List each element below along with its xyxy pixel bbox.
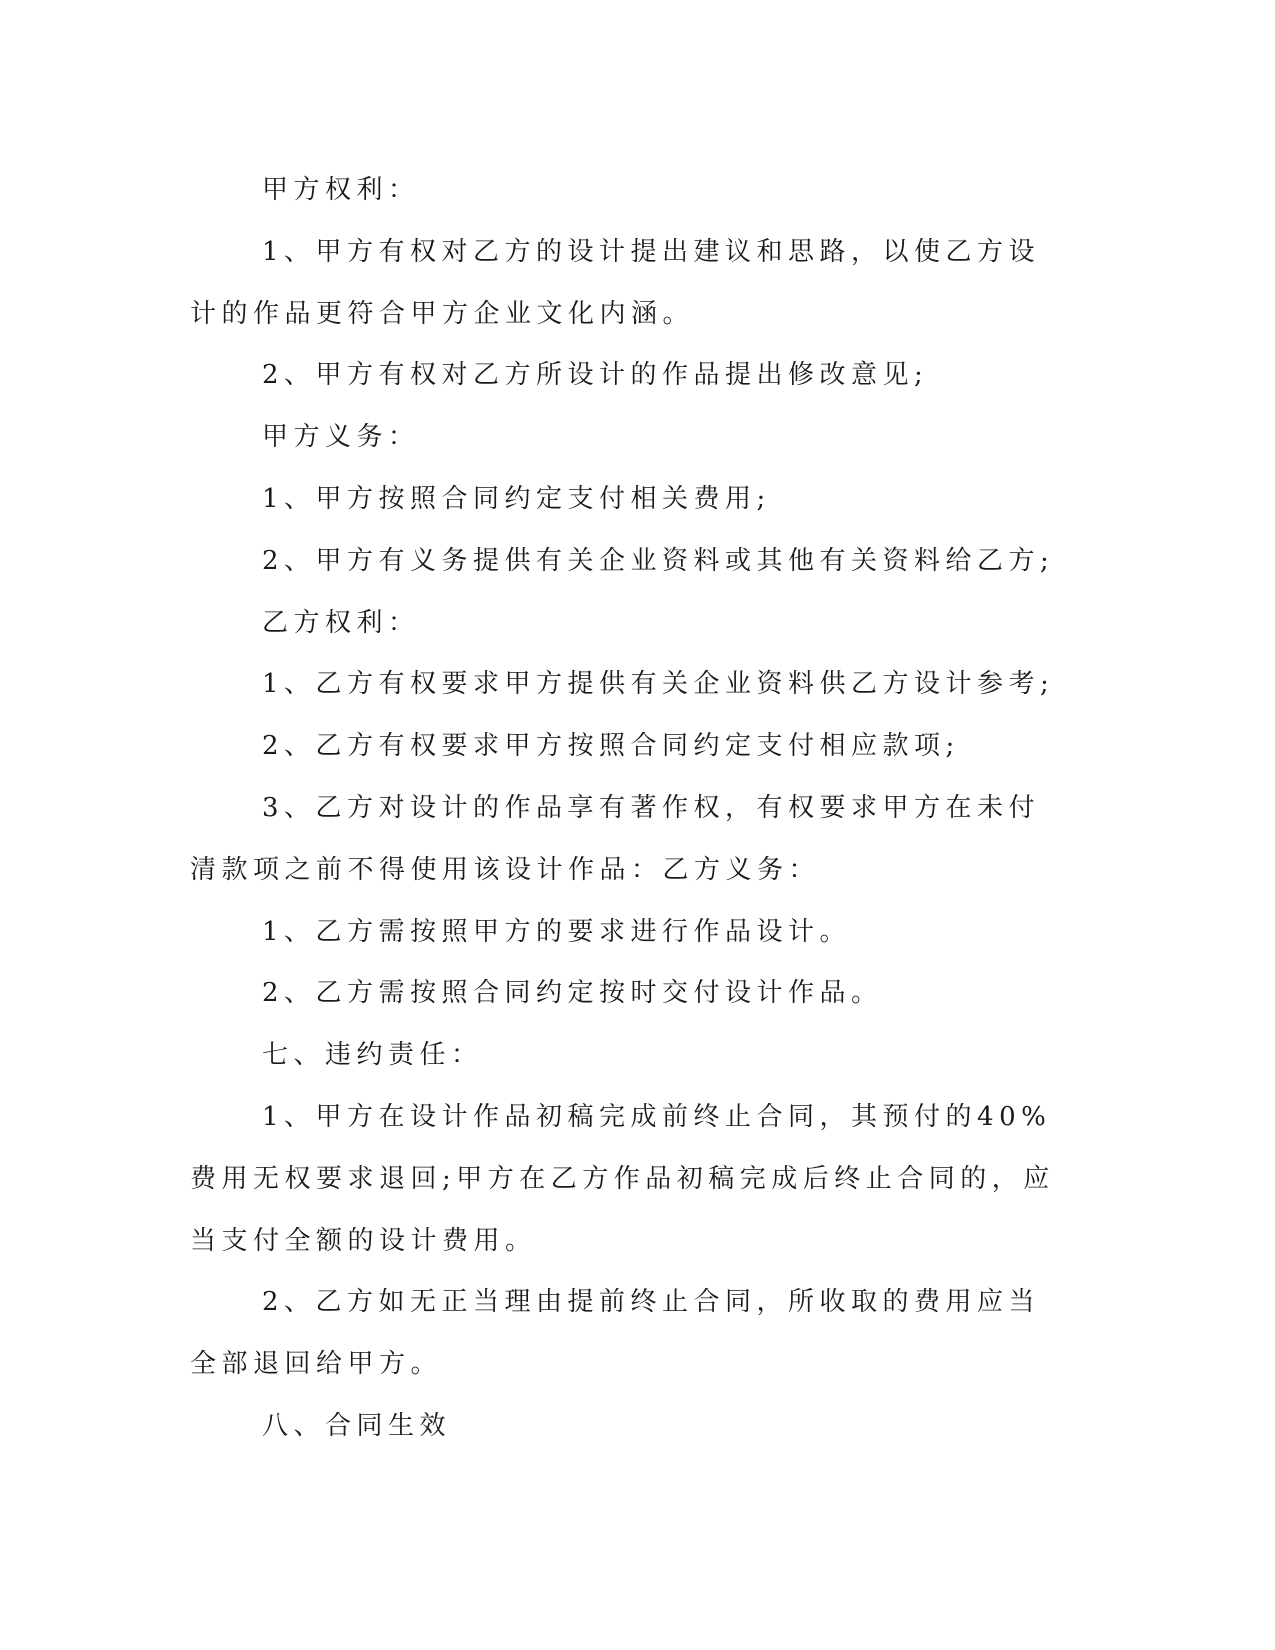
heading-party-b-rights: 乙方权利： [262,607,420,638]
paragraph-party-a-obligation-2: 2、甲方有义务提供有关企业资料或其他有关资料给乙方; [262,545,1055,576]
paragraph-party-b-right-3: 3、乙方对设计的作品享有著作权，有权要求甲方在未付清款项之前不得使用该设计作品：乙方义务： [190,792,1041,885]
heading-party-a-obligations: 甲方义务： [262,422,420,453]
paragraph-party-b-right-2: 2、乙方有权要求甲方按照合同约定支付相应款项; [262,731,960,762]
heading-breach-liability: 七、违约责任： [262,1040,483,1071]
paragraph-breach-2: 2、乙方如无正当理由提前终止合同，所收取的费用应当全部退回给甲方。 [190,1287,1041,1380]
paragraph-breach-1: 1、甲方在设计作品初稿完成前终止合同，其预付的40%费用无权要求退回;甲方在乙方作品初稿完成后终止合同的，应当支付全额的设计费用。 [190,1101,1055,1256]
paragraph-party-a-right-1: 1、甲方有权对乙方的设计提出建议和思路，以使乙方设计的作品更符合甲方企业文化内涵。 [190,236,1041,329]
paragraph-party-b-right-1: 1、乙方有权要求甲方提供有关企业资料供乙方设计参考; [262,669,1055,700]
paragraph-party-a-right-2: 2、甲方有权对乙方所设计的作品提出修改意见; [262,360,929,391]
paragraph-party-b-obligation-2: 2、乙方需按照合同约定按时交付设计作品。 [262,978,883,1009]
paragraph-party-b-obligation-1: 1、乙方需按照甲方的要求进行作品设计。 [262,916,852,947]
document-body [190,160,1070,1458]
paragraph-party-a-obligation-1: 1、甲方按照合同约定支付相关费用; [262,483,771,514]
heading-party-a-rights: 甲方权利： [262,175,420,205]
heading-contract-effect: 八、合同生效 [262,1410,452,1441]
